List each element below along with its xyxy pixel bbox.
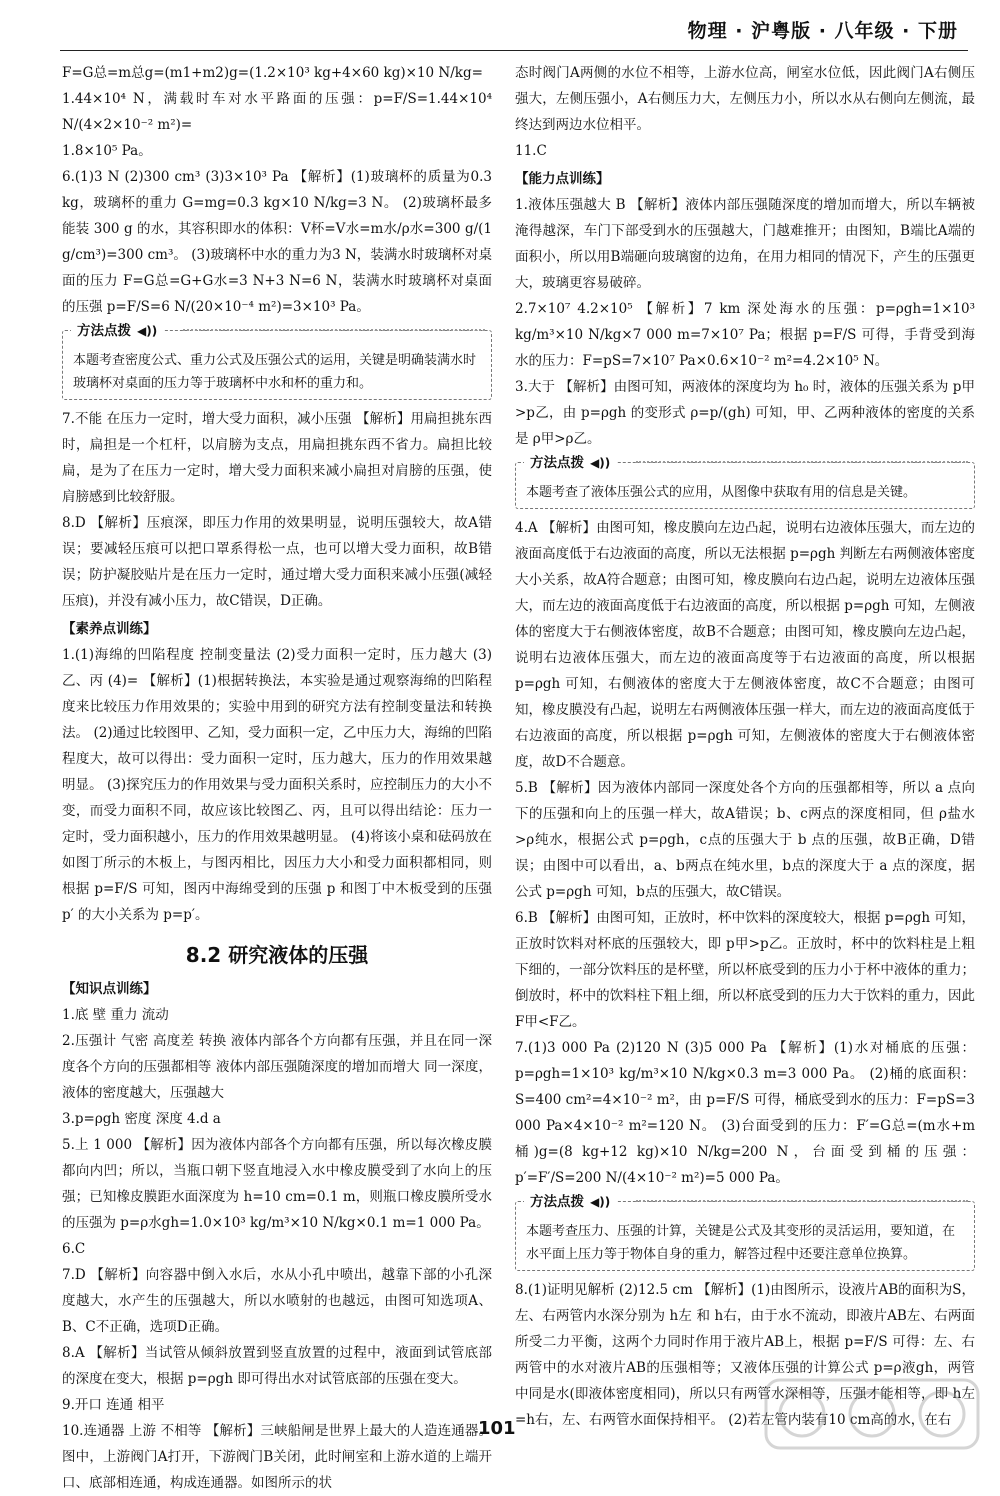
- intro-line-2: 1.44×10⁴ N，满载时车对水平路面的压强：p=F/S=1.44×10⁴ N/(4×2×10⁻² m²)=: [62, 91, 492, 133]
- tip-text: 本题考查了液体压强公式的应用，从图像中获取有用的信息是关键。: [526, 485, 917, 500]
- zhishi-answer-1: 1.底 壁 重力 流动: [62, 1007, 169, 1023]
- intro-line-1: F=G总=m总g=(m1+m2)g=(1.2×10³ kg+4×60 kg)×10 N/kg=: [62, 65, 483, 81]
- tip-text: 本题考查压力、压强的计算，关键是公式及其变形的灵活运用，要知道，在水平面上压力等于物体自身的重力，解答过程中还要注意单位换算。: [526, 1224, 956, 1262]
- method-tip-box: [515, 1194, 975, 1271]
- tip-heading: 方法点拨 ◀)): [524, 1191, 616, 1214]
- nengli-answer-8: 8.(1)证明见解析 (2)12.5 cm 【解析】(1)由图所示，设液片AB的面积为S，左、右两管内水深分别为 h左 和 h右，由于水不流动，即液片AB左、右两面所受二力平衡，这两个力同时作用于液片AB上，根据 p=F/S 可得：左、右两管中的水对液片AB的压强相等；又液体压强的计算公式 p=ρ液gh，两管中同是水(即液体密度相同)，所以只有两管水深相等，压强才能相等，即 h左=h右，左、右两管水面保持相平。 (2)若左管内装有10 cm高的水，在右: [515, 1282, 975, 1428]
- zhishi-answer-6: 6.C: [62, 1241, 86, 1257]
- answer-7: 7.不能 在压力一定时，增大受力面积，减小压强 【解析】用扁担挑东西时，扁担是一个杠杆，以肩膀为支点，用扁担挑东西不省力。扁担比较扁，是为了在压力一定时，增大受力面积来减小扁担对肩膀的压强，使肩膀感到比较舒服。: [62, 411, 492, 505]
- running-header: 物理 · 沪粤版 · 八年级 · 下册: [687, 20, 958, 42]
- nengli-answer-6: 6.B 【解析】由图可知，正放时，杯中饮料的深度较大，根据 p=ρgh 可知，正放时饮料对杯底的压强较大，即 p甲>p乙。正放时，杯中的饮料柱是上粗下细的，一部分饮料压的是杯壁，所以杯底受到的压力小于杯中液体的重力；倒放时，杯中的饮料柱下粗上细，所以杯底受到的压力大于饮料的重力，因此 F甲<F乙。: [515, 910, 975, 1030]
- nengli-answer-1: 1.液体压强越大 B 【解析】液体内部压强随深度的增加而增大，所以车辆被淹得越深，车门下部受到水的压强越大，门越难推开；由图知，B端比A端的面积小，所以用B端砸向玻璃窗的边角，在用力相同的情况下，产生的压强更大，玻璃更容易破碎。: [515, 197, 975, 291]
- right-column: [515, 60, 975, 1433]
- speaker-icon: ◀)): [590, 1195, 611, 1209]
- section-label-zhishi: 【知识点训练】: [62, 981, 157, 997]
- tip-text: 本题考查密度公式、重力公式及压强公式的运用，关键是明确装满水时玻璃杯对桌面的压力等于玻璃杯中水和杯的重力和。: [73, 353, 477, 391]
- answer-6: 6.(1)3 N (2)300 cm³ (3)3×10³ Pa 【解析】(1)玻璃杯的质量为0.3 kg，玻璃杯的重力 G=mg=0.3 kg×10 N/kg=3 N。 (2)玻璃杯最多能装 300 g 的水，其容积即水的体积：V杯=V水=m水/ρ水=300 g/(1 g/cm³)=300 cm³。 (3)玻璃杯中水的重力为3 N，装满水时玻璃杯对桌面的压力 F=G总=G+G水=3 N+3 N=6 N，装满水时玻璃杯对桌面的压强 p=F/S=6 N/(20×10⁻⁴ m²)=3×10³ Pa。: [62, 169, 492, 315]
- method-tip-box: [515, 455, 975, 509]
- answer-8: 8.D 【解析】压痕深，即压力作用的效果明显，说明压强较大，故A错误；要减轻压痕可以把口罩系得松一点，也可以增大受力面积，故B错误；防护凝胶贴片是在压力一定时，通过增大受力面积来减小压强(减轻压痕)，并没有减小压力，故C错误，D正确。: [62, 515, 492, 609]
- speaker-icon: ◀)): [137, 324, 158, 338]
- section-label-nengli: 【能力点训练】: [515, 171, 610, 187]
- page-number: 101: [478, 1418, 516, 1439]
- answer-11: 11.C: [515, 143, 547, 159]
- zhishi-answer-8: 8.A 【解析】当试管从倾斜放置到竖直放置的过程中，液面到试管底部的深度在变大，根据 p=ρgh 即可得出水对试管底部的压强在变大。: [62, 1345, 492, 1387]
- header-rule: [60, 50, 968, 51]
- tip-dash-line: [636, 1200, 968, 1202]
- nengli-answer-3: 3.大于 【解析】由图可知，两液体的深度均为 h₀ 时，液体的压强关系为 p甲>p乙，由 p=ρgh 的变形式 ρ=p/(gh) 可知，甲、乙两种液体的密度的关系是 ρ甲>ρ乙。: [515, 379, 975, 447]
- suyang-answer-1: 1.(1)海绵的凹陷程度 控制变量法 (2)受力面积一定时，压力越大 (3)乙、丙 (4)= 【解析】(1)根据转换法，本实验是通过观察海绵的凹陷程度来比较压力作用效果的；实验中用到的研究方法有控制变量法和转换法。 (2)通过比较图甲、乙知，受力面积一定，乙中压力大，海绵的凹陷程度大，故可以得出：受力面积一定时，压力越大，压力的作用效果越明显。 (3)探究压力的作用效果与受力面积关系时，应控制压力的大小不变，而受力面积不同，故应该比较图乙、丙，且可以得出结论：压力一定时，受力面积越小，压力的作用效果越明显。 (4)将该小桌和砝码放在如图丁所示的木板上，与图丙相比，因压力大小和受力面积都相同，则根据 p=F/S 可知，图丙中海绵受到的压强 p 和图丁中木板受到的压强 p′ 的大小关系为 p=p′。: [62, 647, 492, 923]
- zhishi-answer-5: 5.上 1 000 【解析】因为液体内部各个方向都有压强，所以每次橡皮膜都向内凹；所以，当瓶口朝下竖直地浸入水中橡皮膜受到了水向上的压强；已知橡皮膜距水面深度为 h=10 cm=0.1 m，则瓶口橡皮膜所受水的压强为 p=ρ水gh=1.0×10³ kg/m³×10 N/kg×0.1 m=1 000 Pa。: [62, 1137, 492, 1231]
- tip-heading: 方法点拨 ◀)): [524, 452, 616, 475]
- watermark-logo-icon: [762, 1374, 982, 1454]
- zhishi-answer-3: 3.p=ρgh 密度 深度 4.d a: [62, 1111, 221, 1127]
- zhishi-answer-2: 2.压强计 气密 高度差 转换 液体内部各个方向都有压强，并且在同一深度各个方向的压强都相等 液体内部压强随深度的增加而增大 同一深度，液体的密度越大，压强越大: [62, 1033, 492, 1101]
- nengli-answer-2: 2.7×10⁷ 4.2×10⁵ 【解析】7 km 深处海水的压强：p=ρgh=1×10³ kg/m³×10 N/kg×7 000 m=7×10⁷ Pa；根据 p=F/S 可得，手背受到海水的压力：F=pS=7×10⁷ Pa×0.6×10⁻² m²=4.2×10⁵ N。: [515, 301, 975, 369]
- zhishi-answer-9: 9.开口 连通 相平: [62, 1397, 165, 1413]
- method-tip-box: [62, 323, 492, 400]
- continued-text: 态时阀门A两侧的水位不相等，上游水位高，闸室水位低，因此阀门A右侧压强大，左侧压强小，A右侧压力大，左侧压力小，所以水从右侧向左侧流，最终达到两边水位相平。: [515, 65, 975, 133]
- nengli-answer-7: 7.(1)3 000 Pa (2)120 N (3)5 000 Pa 【解析】(1)水对桶底的压强：p=ρgh=1×10³ kg/m³×10 N/kg×0.3 m=3 000 Pa。 (2)桶的底面积：S=400 cm²=4×10⁻² m²，由 p=F/S 可得，桶底受到水的压力：F=pS=3 000 Pa×4×10⁻² m²=120 N。 (3)台面受到的压力：F′=G总=(m水+m桶)g=(8 kg+12 kg)×10 N/kg=200 N，台面受到桶的压强：p′=F′/S=200 N/(4×10⁻² m²)=5 000 Pa。: [515, 1040, 975, 1186]
- speaker-icon: ◀)): [590, 456, 611, 470]
- section-label-suyang: 【素养点训练】: [62, 621, 157, 637]
- intro-line-3: 1.8×10⁵ Pa。: [62, 143, 152, 159]
- left-column: [62, 60, 492, 1496]
- tip-dash-line: [183, 329, 485, 331]
- nengli-answer-4: 4.A 【解析】由图可知，橡皮膜向左边凸起，说明右边液体压强大，而左边的液面高度低于右边液面的高度，所以无法根据 p=ρgh 判断左右两侧液体密度大小关系，故A符合题意；由图可知，橡皮膜向右边凸起，说明左边液体压强大，而左边的液面高度低于右边液面的高度，所以根据 p=ρgh 可知，左侧液体的密度大于右侧液体密度，故B不合题意；由图可知，橡皮膜向左边凸起，说明右边液体压强大，而左边的液面高度等于右边液面的高度，所以根据 p=ρgh 可知，右侧液体的密度大于左侧液体密度，故C不合题意；由图可知，橡皮膜没有凸起，说明左右两侧液体压强一样大，而左边的液面高度低于右边液面的高度，所以根据 p=ρgh 可知，左侧液体的密度大于右侧液体密度，故D不合题意。: [515, 520, 975, 770]
- zhishi-answer-7: 7.D 【解析】向容器中倒入水后，水从小孔中喷出，越靠下部的小孔深度越大，水产生的压强越大，所以水喷射的也越远，由图可知选项A、B、C不正确，选项D正确。: [62, 1267, 492, 1335]
- section-title: 8.2 研究液体的压强: [185, 943, 369, 967]
- tip-heading: 方法点拨 ◀)): [71, 320, 163, 343]
- zhishi-answer-10: 10.连通器 上游 不相等 【解析】三峡船闸是世界上最大的人造连通器。图中，上游阀门A打开，下游阀门B关闭，此时闸室和上游水道的上端开口、底部相连通，构成连通器。如图所示的状: [62, 1423, 492, 1491]
- tip-dash-line: [636, 461, 968, 463]
- nengli-answer-5: 5.B 【解析】因为液体内部同一深度处各个方向的压强都相等，所以 a 点向下的压强和向上的压强一样大，故A错误；b、c两点的深度相同，但 ρ盐水>ρ纯水，根据公式 p=ρgh，c点的压强大于 b 点的压强，故B正确，D错误；由图中可以看出，a、b两点在纯水里，b点的深度大于 a 点的深度，据公式 p=ρgh 可知，b点的压强大，故C错误。: [515, 780, 975, 900]
